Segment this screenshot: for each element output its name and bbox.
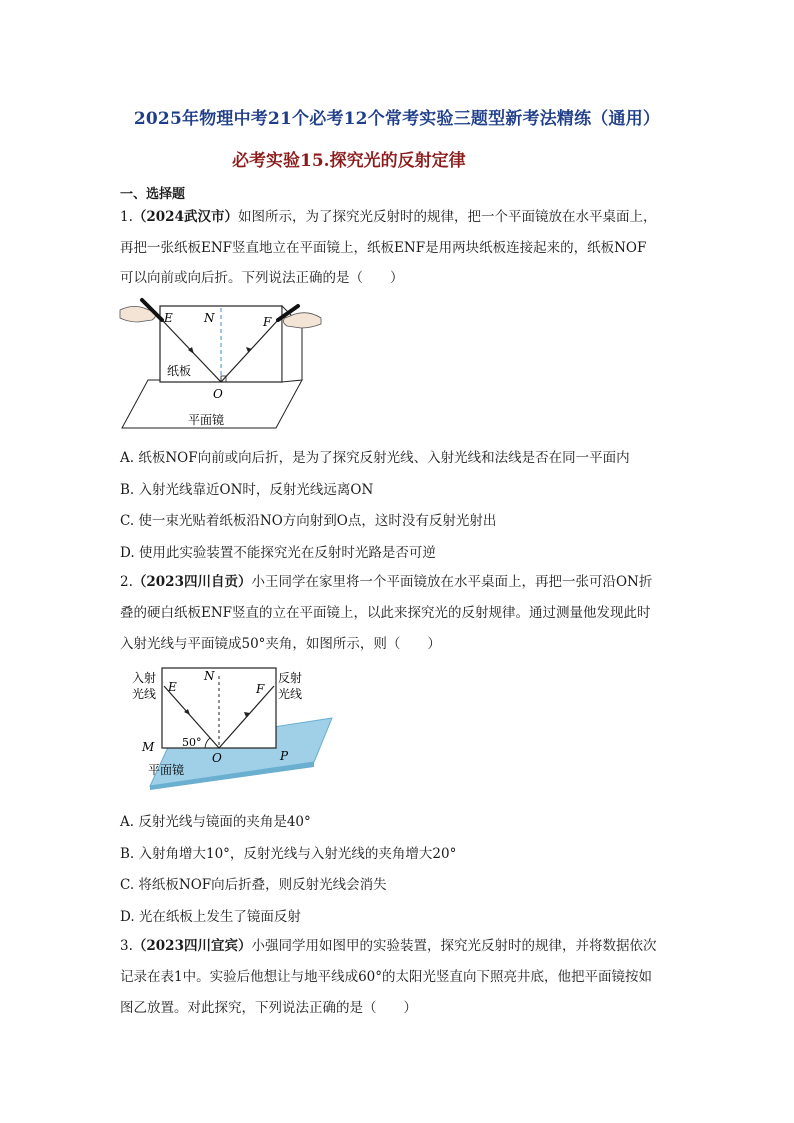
q2-figure: [128, 666, 338, 790]
q1-label-N: N: [204, 311, 215, 325]
q1-label-F: F: [263, 315, 272, 329]
q2-line-2: 叠的硬白纸板ENF竖直的立在平面镜上，以此来探究光的反射规律。通过测量他发现此时: [120, 605, 651, 621]
q2-label-incident-2: 光线: [132, 687, 157, 701]
q2-number: 2.: [120, 574, 133, 590]
q1-figure: [118, 296, 323, 431]
q2-source: （2023四川自贡）: [132, 574, 252, 590]
q2-line-3: 入射光线与平面镜成50°夹角，如图所示，则（ ）: [120, 636, 441, 652]
q2-label-E: E: [168, 680, 177, 694]
q2-line-1: [120, 572, 652, 592]
q1-option-b: B. 入射光线靠近ON时，反射光线远离ON: [120, 482, 374, 498]
q2-option-a: A. 反射光线与镜面的夹角是40°: [120, 814, 311, 830]
q3-line-2: 记录在表1中。实验后他想让与地平线成60°的太阳光竖直向下照亮井底，他把平面镜按如: [120, 969, 653, 985]
q1-label-mirror: 平面镜: [188, 413, 225, 427]
q3-source: （2023四川宜宾）: [132, 938, 252, 954]
q1-label-E: E: [164, 311, 173, 325]
q1-line-1: [120, 207, 656, 227]
q2-option-d: D. 光在纸板上发生了镜面反射: [120, 909, 301, 925]
q1-label-board: 纸板: [167, 364, 192, 378]
q2-label-M: M: [142, 740, 155, 754]
q2-label-reflected-1: 反射: [278, 671, 303, 685]
q2-label-mirror: 平面镜: [148, 763, 185, 777]
q1-label-O: O: [213, 387, 223, 401]
q1-source: （2024武汉市）: [132, 209, 238, 225]
q1-line-3: 可以向前或向后折。下列说法正确的是（ ）: [120, 270, 404, 286]
q3-number: 3.: [120, 938, 133, 954]
q2-label-P: P: [280, 749, 289, 763]
document-title: 2025年物理中考21个必考12个常考实验三题型新考法精练（通用）: [133, 109, 661, 129]
q2-label-N: N: [204, 669, 215, 683]
document-subtitle: 必考实验15.探究光的反射定律: [232, 151, 466, 171]
q3-line-3: 图乙放置。对此探究，下列说法正确的是（ ）: [120, 1000, 417, 1016]
q2-label-O: O: [212, 751, 222, 765]
q1-line-2: 再把一张纸板ENF竖直地立在平面镜上，纸板ENF是用两块纸板连接起来的，纸板NOF: [120, 240, 647, 256]
q1-option-a: A. 纸板NOF向前或向后折，是为了探究反射光线、入射光线和法线是否在同一平面内: [120, 450, 630, 466]
q1-number: 1.: [120, 209, 133, 225]
q1-option-c: C. 使一束光贴着纸板沿NO方向射到O点，这时没有反射光射出: [120, 513, 497, 529]
q2-label-reflected-2: 光线: [278, 687, 303, 701]
q3-line-1: [120, 936, 656, 956]
q3-text-1: 小强同学用如图甲的实验装置，探究光反射时的规律，并将数据依次: [251, 938, 657, 954]
q2-label-F: F: [256, 682, 265, 696]
q2-option-b: B. 入射角增大10°，反射光线与入射光线的夹角增大20°: [120, 846, 457, 862]
q2-label-incident-1: 入射: [132, 671, 157, 685]
q1-text-1: 如图所示，为了探究光反射时的规律，把一个平面镜放在水平桌面上，: [237, 209, 657, 225]
q2-label-angle: 50°: [182, 736, 202, 749]
q2-option-c: C. 将纸板NOF向后折叠，则反射光线会消失: [120, 877, 387, 893]
q1-option-d: D. 使用此实验装置不能探究光在反射时光路是否可逆: [120, 545, 436, 561]
q2-text-1: 小王同学在家里将一个平面镜放在水平桌面上，再把一张可沿ON折: [251, 574, 653, 590]
section-heading: 一、选择题: [120, 187, 186, 202]
